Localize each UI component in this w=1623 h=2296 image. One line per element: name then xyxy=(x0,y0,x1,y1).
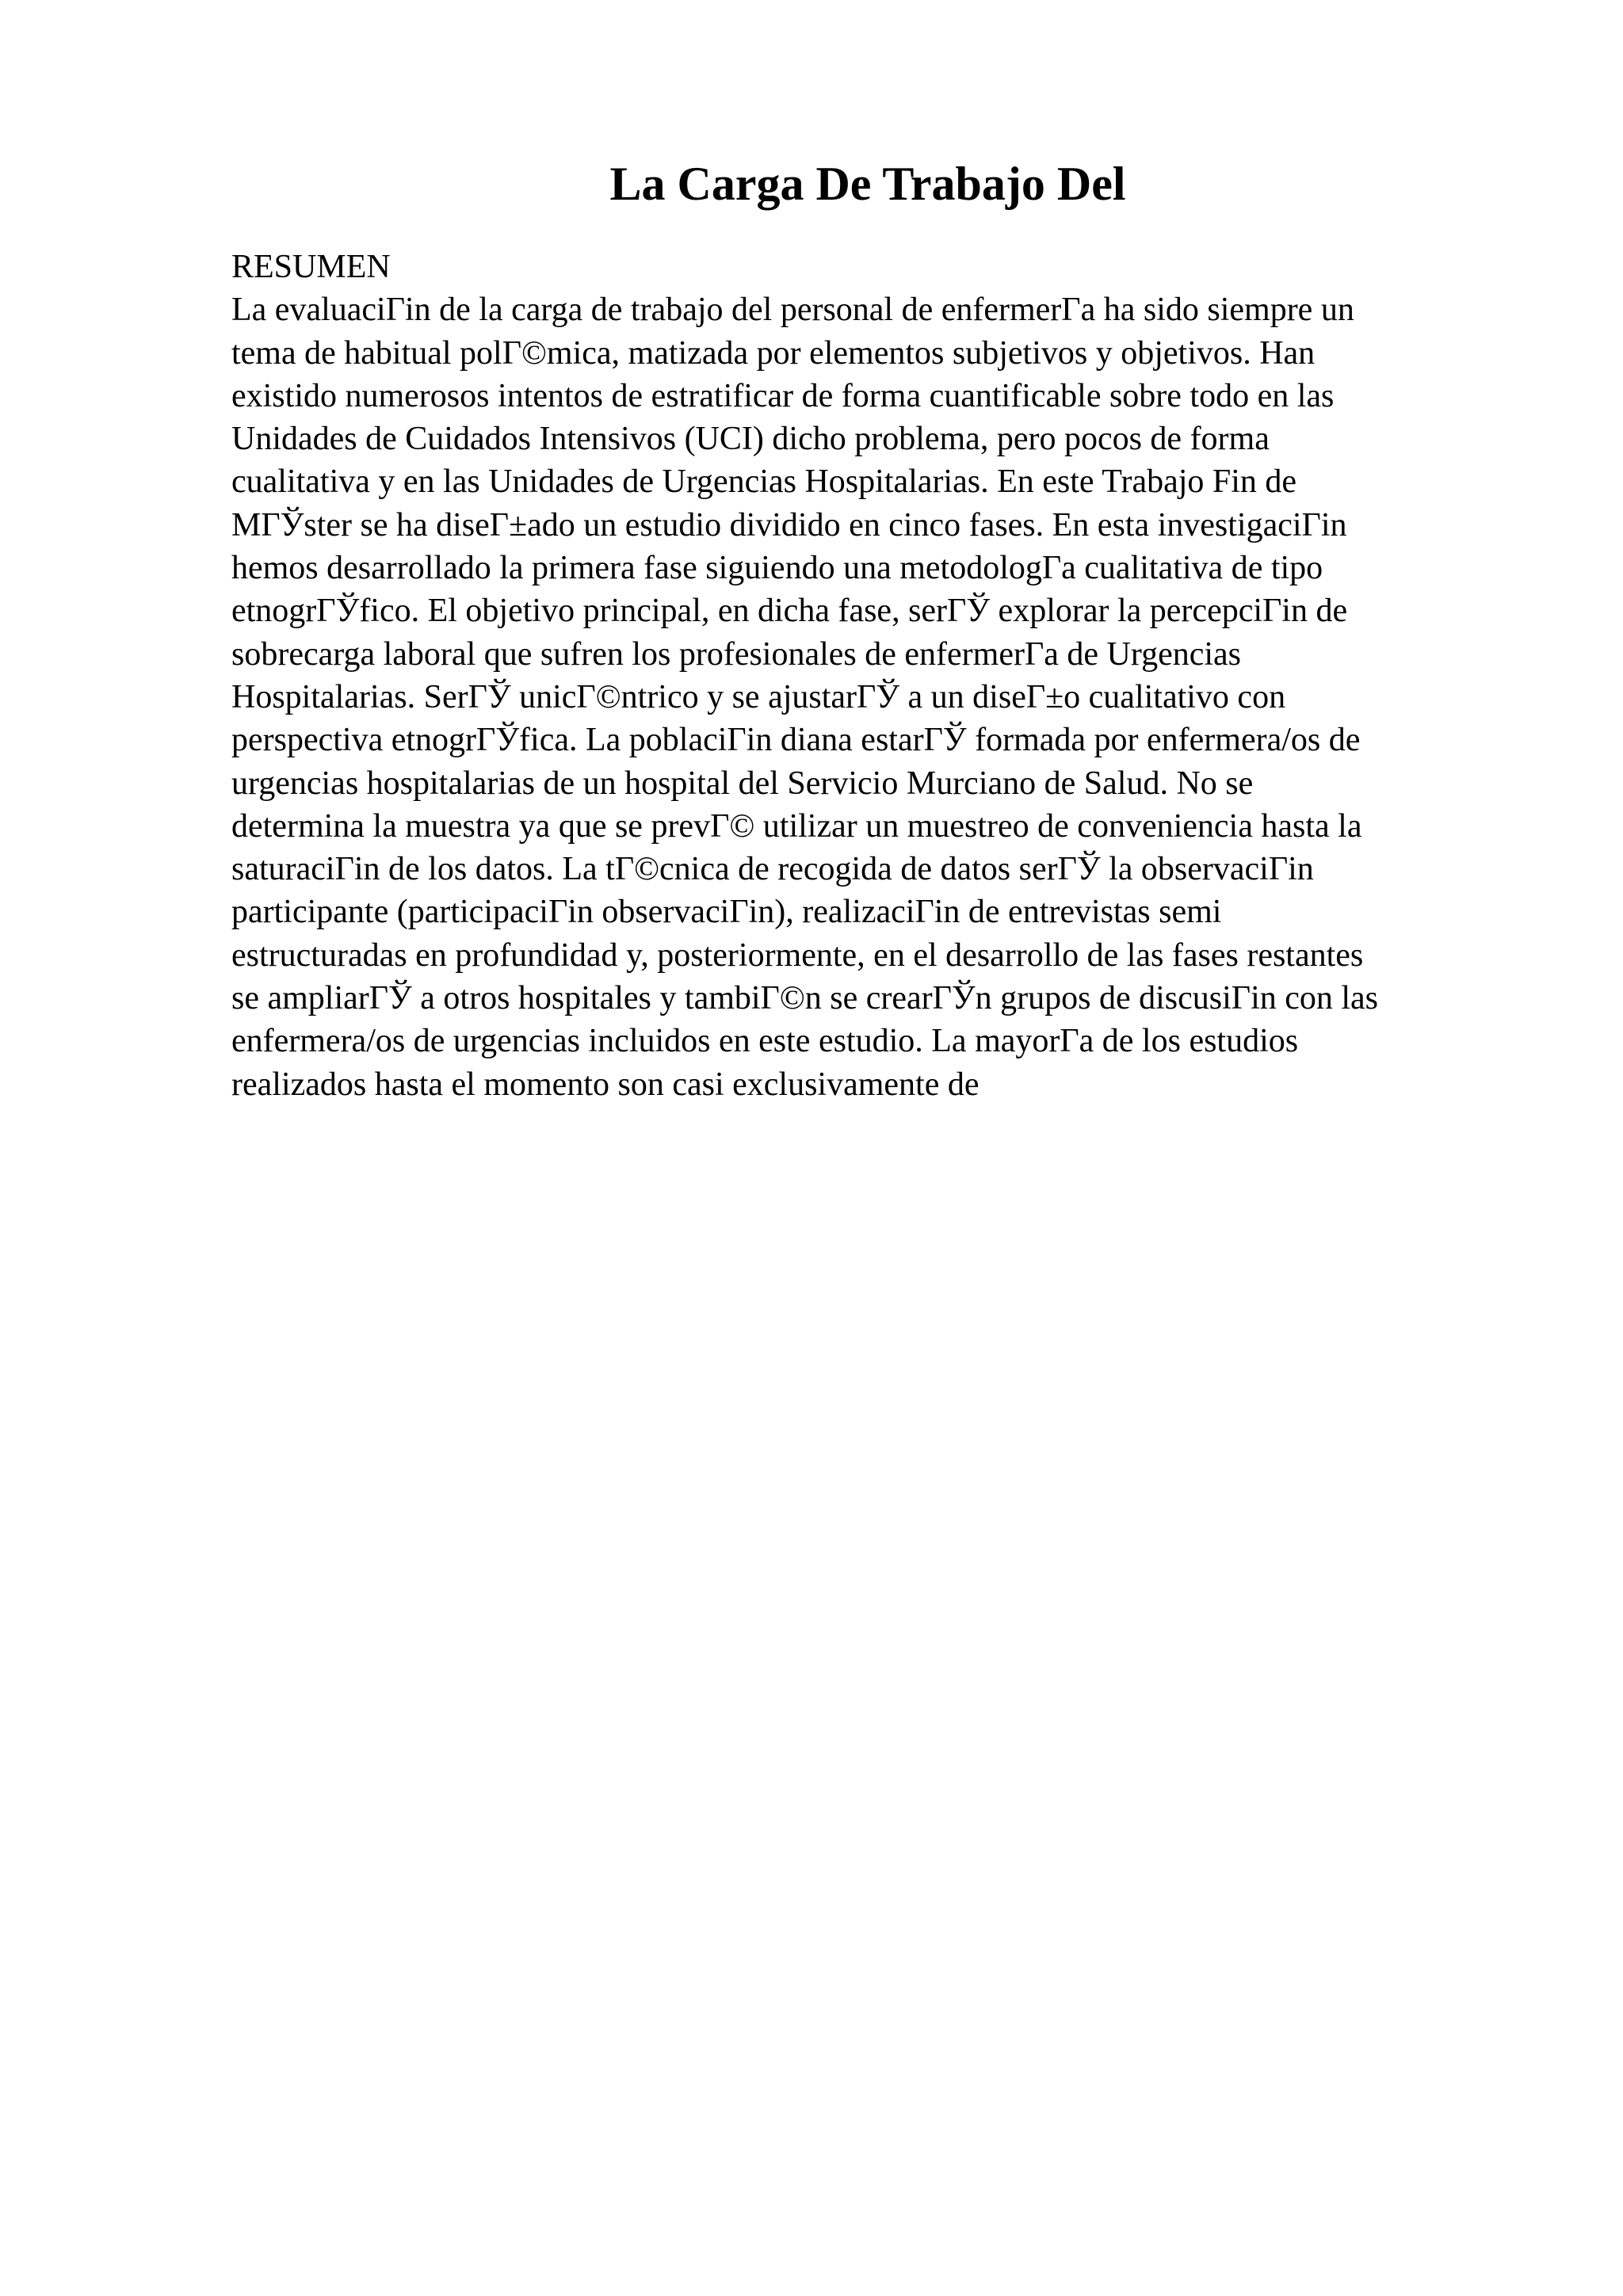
body-line: Unidades de Cuidados Intensivos (UCI) dicho problema, pero pocos de forma xyxy=(231,421,1270,458)
body-line: participante (participaciГin observaciГin), realizaciГin de entrevistas semi xyxy=(231,894,1222,931)
section-heading: RESUMEN xyxy=(231,249,391,285)
body-line: hemos desarrollado la primera fase siguiendo una metodologГa cualitativa de tipo xyxy=(231,550,1323,587)
body-line: Hospitalarias. SerГЎ unicГ©ntrico y se ajustarГЎ a un diseГ±o cualitativo con xyxy=(231,678,1286,715)
body-line: cualitativa y en las Unidades de Urgencias Hospitalarias. En este Trabajo Fin de xyxy=(231,463,1297,501)
body-line: La evaluaciГin de la carga de trabajo del personal de enfermerГa ha sido siempre un xyxy=(231,292,1354,329)
body-line: MГЎster se ha diseГ±ado un estudio dividido en cinco fases. En esta investigaciГin xyxy=(231,506,1347,543)
body-line: urgencias hospitalarias de un hospital del Servicio Murciano de Salud. No se xyxy=(231,765,1254,802)
body-line: realizados hasta el momento son casi exclusivamente de xyxy=(231,1066,980,1103)
document-body xyxy=(231,246,1594,1106)
body-line: tema de habitual polГ©mica, matizada por elementos subjetivos y objetivos. Han xyxy=(231,334,1316,372)
body-line: se ampliarГЎ a otros hospitales y tambiГ©n se crearГЎn grupos de discusiГin con las xyxy=(231,980,1379,1017)
document-title: La Carga De Trabajo Del xyxy=(609,158,1126,210)
body-line: sobrecarga laboral que sufren los profesionales de enfermerГa de Urgencias xyxy=(231,635,1242,673)
body-line: perspectiva etnogrГЎfica. La poblaciГin diana estarГЎ formada por enfermera/os de xyxy=(231,722,1361,759)
body-line: estructuradas en profundidad y, posteriormente, en el desarrollo de las fases restantes xyxy=(231,936,1364,974)
body-line: existido numerosos intentos de estratificar de forma cuantificable sobre todo en las xyxy=(231,377,1335,414)
body-line: saturaciГin de los datos. La tГ©cnica de recogida de datos serГЎ la observaciГin xyxy=(231,851,1314,888)
body-line: determina la muestra ya que se prevГ© utilizar un muestreo de conveniencia hasta la xyxy=(231,807,1362,845)
body-line: etnogrГЎfico. El objetivo principal, en dicha fase, serГЎ explorar la percepciГin de xyxy=(231,593,1348,630)
body-line: enfermera/os de urgencias incluidos en este estudio. La mayorГa de los estudios xyxy=(231,1023,1299,1060)
